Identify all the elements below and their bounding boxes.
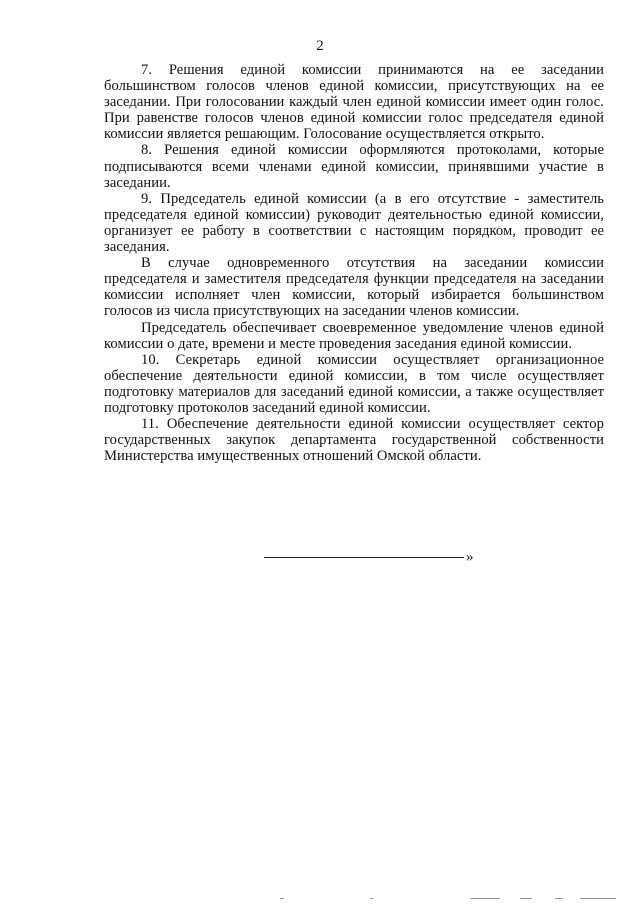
paragraph-item-9-absence: В случае одновременного отсутствия на заседании комиссии председателя и заместителя председателя функции председателя на заседании комиссии исполняет член комиссии, который избирается большинством голосов из числа присутствующих на заседании членов комиссии. [104, 255, 604, 320]
scan-artifact [280, 898, 620, 901]
paragraph-item-7: 7. Решения единой комиссии принимаются на ее заседании большинством голосов членов единой комиссии, присутствующих на ее заседании. При голосовании каждый член единой комиссии имеет один голос. При равенстве голосов членов единой комиссии голос председателя единой комиссии является решающим. Голосование осуществляется открыто. [104, 62, 604, 143]
document-body [104, 62, 604, 464]
paragraph-item-11: 11. Обеспечение деятельности единой комиссии осуществляет сектор государственных закупок департамента государственной собственности Министерства имущественных отношений Омской области. [104, 416, 604, 465]
page-number: 2 [316, 38, 324, 54]
closing-rule [264, 557, 464, 558]
paragraph-item-9: 9. Председатель единой комиссии (а в его отсутствие - заместитель председателя единой комиссии) руководит деятельностью единой комиссии, организует ее работу в соответствии с настоящим порядком, проводит ее заседания. [104, 190, 604, 256]
paragraph-item-10: 10. Секретарь единой комиссии осуществляет организационное обеспечение деятельности единой комиссии, в том числе осуществляет подготовку материалов для заседаний единой комиссии, а также осуществляет подготовку протоколов заседаний единой комиссии. [104, 351, 604, 416]
paragraph-item-9-notification: Председатель обеспечивает своевременное уведомление членов единой комиссии о дате, времени и месте проведения заседания единой комиссии. [104, 319, 604, 352]
closing-line [264, 549, 474, 566]
paragraph-item-8: 8. Решения единой комиссии оформляются протоколами, которые подписываются всеми членами единой комиссии, принявшими участие в заседании. [104, 142, 604, 191]
closing-quote-mark: » [466, 549, 474, 565]
